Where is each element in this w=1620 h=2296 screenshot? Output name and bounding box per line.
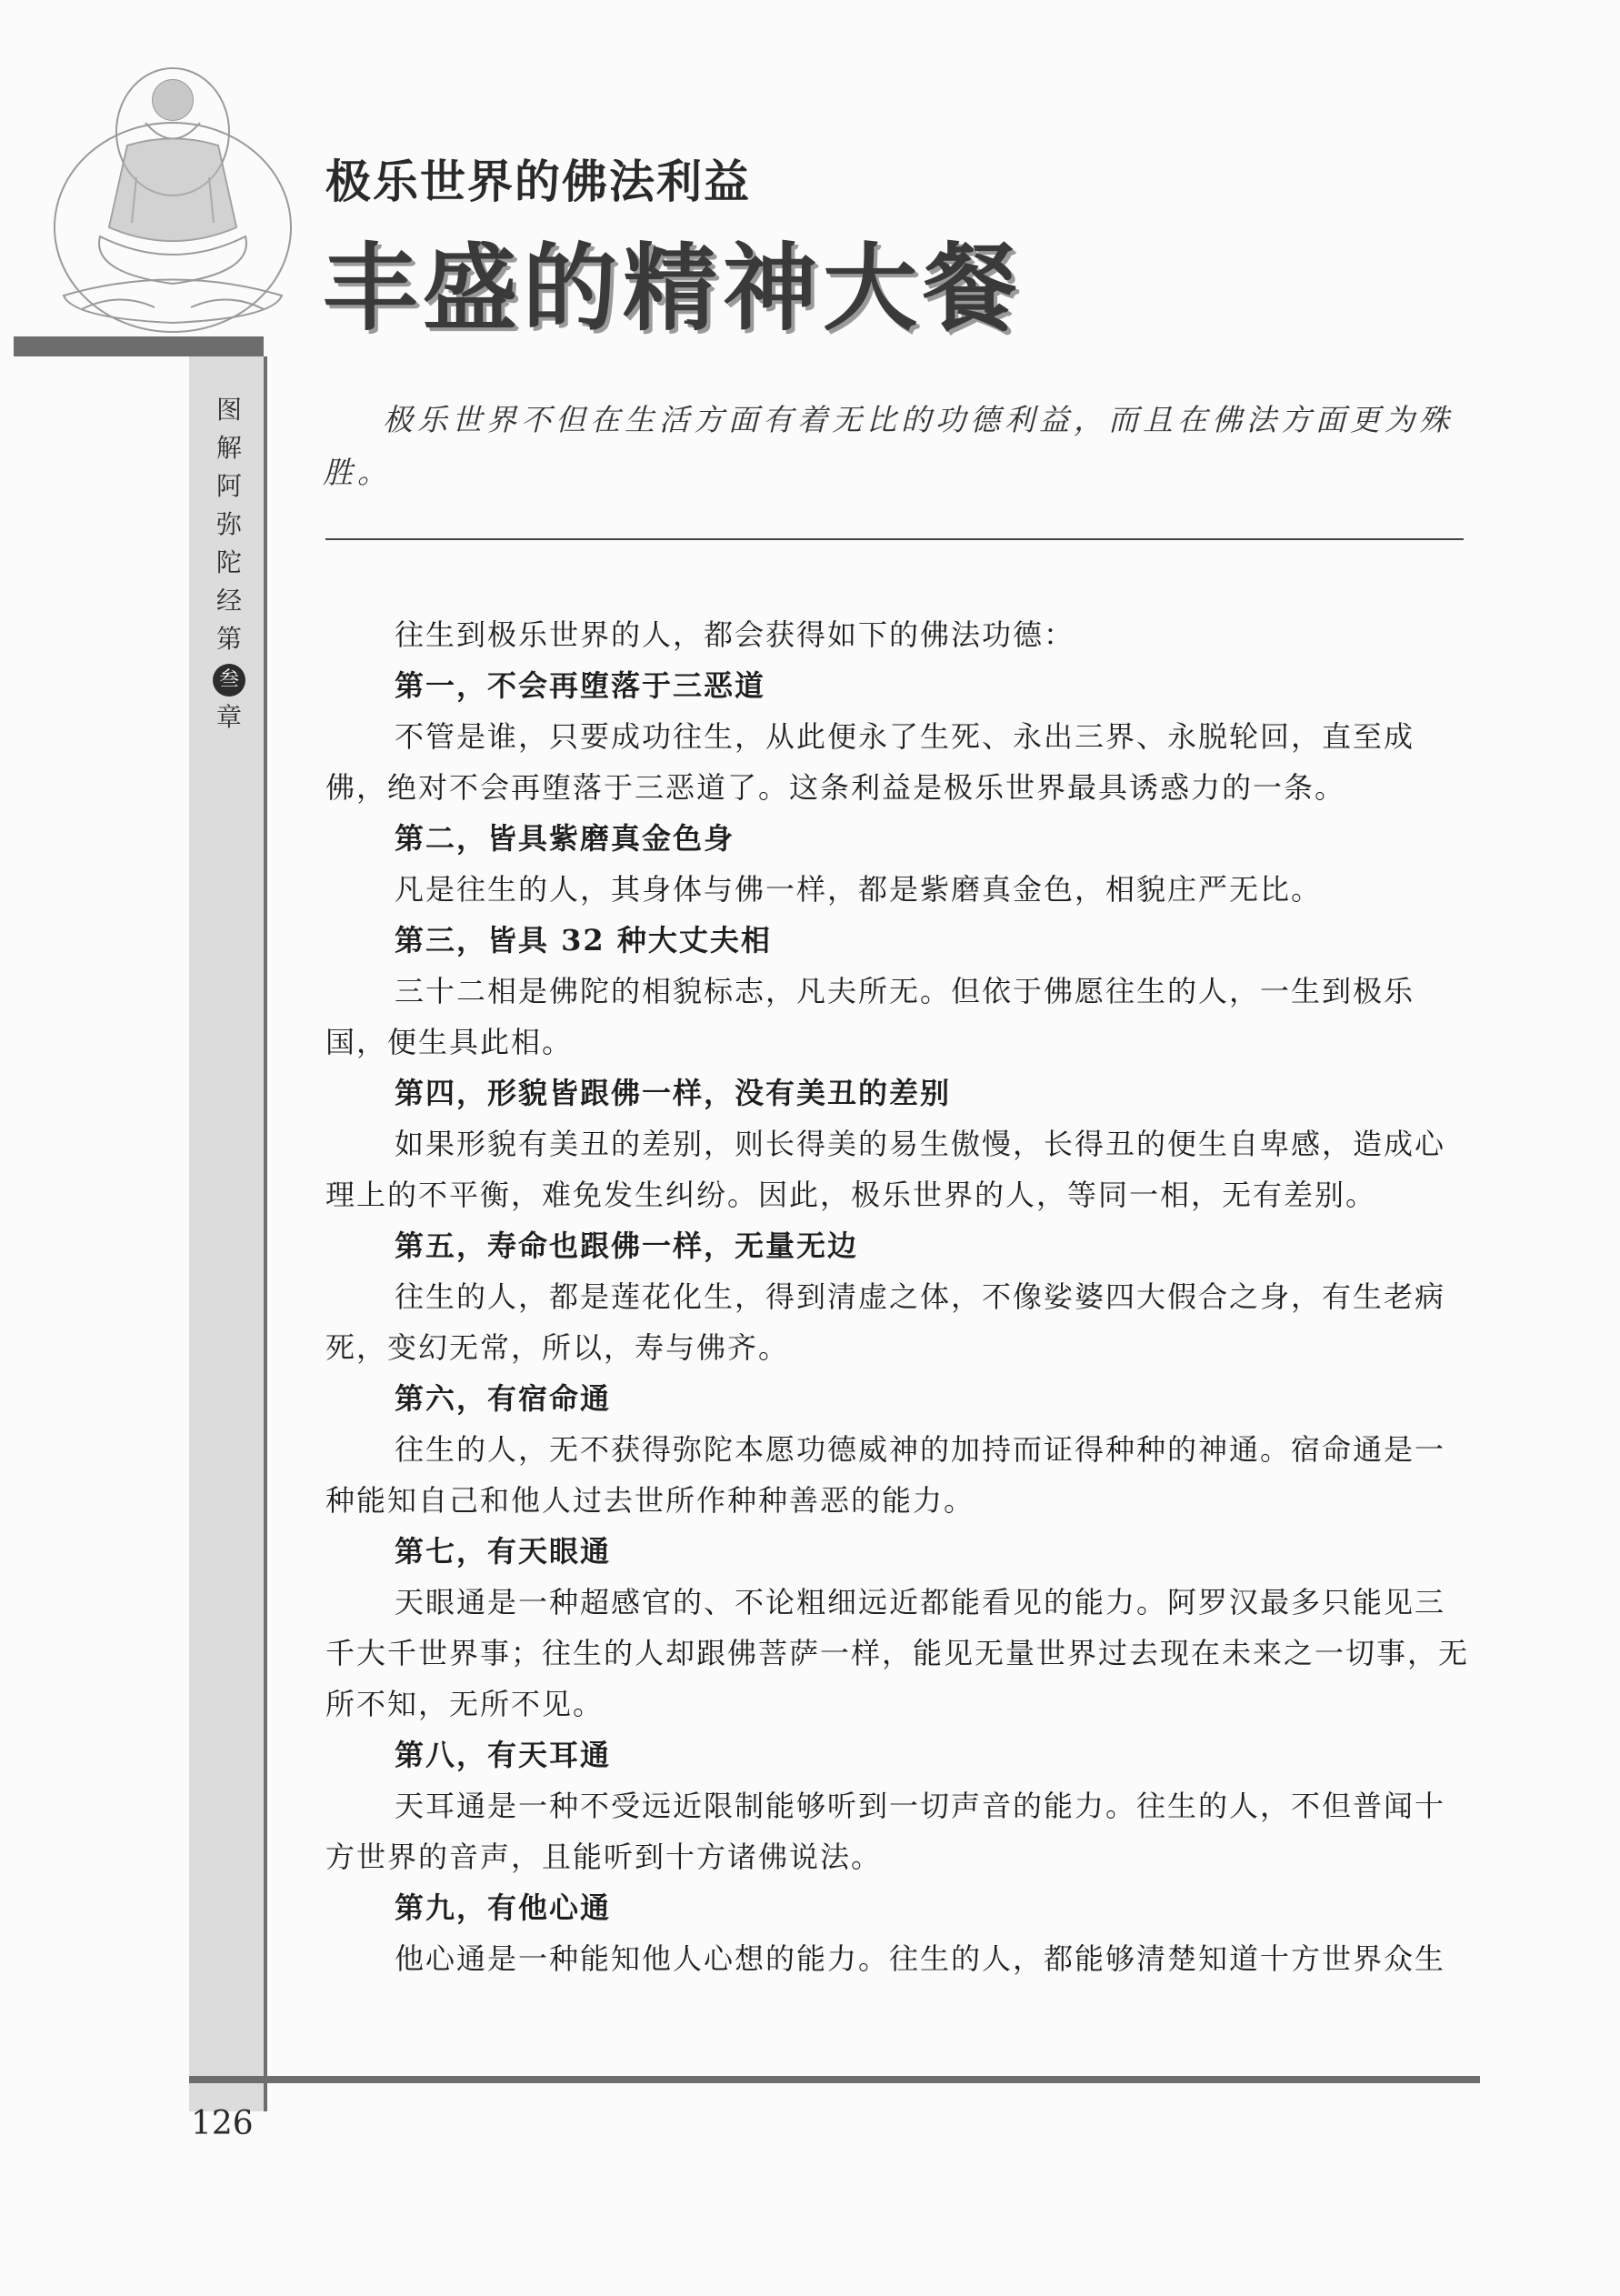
side-char: 章 xyxy=(215,702,242,732)
section-paragraph: 天眼通是一种超感官的、不论粗细远近都能看见的能力。阿罗汉最多只能见三千大千世界事；往生的人却跟佛菩萨一样，能见无量世界过去现在未来之一切事，无所不知，无所不见。 xyxy=(325,1585,1470,1721)
page-number: 126 xyxy=(191,2105,254,2142)
section-heading: 第八，有天耳通 xyxy=(395,1738,612,1772)
side-char: 弥 xyxy=(215,509,242,539)
section-heading: 第三，皆具 32 种大丈夫相 xyxy=(395,923,772,958)
section-paragraph: 不管是谁，只要成功往生，从此便永了生死、永出三界、永脱轮回，直至成佛，绝对不会再堕落于三恶道了。这条利益是极乐世界最具诱惑力的一条。 xyxy=(325,719,1415,805)
section-paragraph: 三十二相是佛陀的相貌标志，凡夫所无。但依于佛愿往生的人，一生到极乐国，便生具此相。 xyxy=(325,974,1415,1059)
intro-divider xyxy=(325,538,1464,540)
section-subtitle: 极乐世界的佛法利益 xyxy=(325,155,751,208)
side-char: 解 xyxy=(215,433,242,463)
section-heading: 第五，寿命也跟佛一样，无量无边 xyxy=(395,1228,859,1263)
section-paragraph: 凡是往生的人，其身体与佛一样，都是紫磨真金色，相貌庄严无比。 xyxy=(395,872,1323,907)
page-title: 丰盛的精神大餐 xyxy=(323,232,1024,344)
buddha-illustration xyxy=(45,45,300,346)
chapter-number-badge: 叁 xyxy=(213,664,245,697)
section-paragraph: 他心通是一种能知他人心想的能力。往生的人，都能够清楚知道十方世界众生 xyxy=(395,1941,1446,1976)
side-char: 第 xyxy=(215,624,242,654)
section-heading: 第七，有天眼通 xyxy=(395,1534,612,1569)
opening-paragraph: 往生到极乐世界的人，都会获得如下的佛法功德： xyxy=(395,617,1075,652)
section-heading: 第二，皆具紫磨真金色身 xyxy=(395,821,735,856)
section-paragraph: 往生的人，都是莲花化生，得到清虚之体，不像娑婆四大假合之身，有生老病死，变幻无常，所以，寿与佛齐。 xyxy=(325,1279,1446,1365)
chapter-side-label xyxy=(209,391,249,737)
intro-paragraph: 极乐世界不但在生活方面有着无比的功德利益，而且在佛法方面更为殊胜。 xyxy=(323,402,1454,490)
body-text xyxy=(325,609,1473,1984)
section-heading: 第一，不会再堕落于三恶道 xyxy=(395,668,766,703)
section-heading: 第四，形貌皆跟佛一样，没有美丑的差别 xyxy=(395,1076,952,1110)
section-heading: 第六，有宿命通 xyxy=(395,1381,612,1416)
side-char: 陀 xyxy=(215,547,242,577)
side-char: 图 xyxy=(215,395,242,425)
side-char: 经 xyxy=(215,586,242,616)
section-paragraph: 如果形貌有美丑的差别，则长得美的易生傲慢，长得丑的便生自卑感，造成心理上的不平衡，难免发生纠纷。因此，极乐世界的人，等同一相，无有差别。 xyxy=(325,1127,1446,1212)
section-paragraph: 天耳通是一种不受远近限制能够听到一切声音的能力。往生的人，不但普闻十方世界的音声，且能听到十方诸佛说法。 xyxy=(325,1789,1446,1874)
side-char: 阿 xyxy=(215,471,242,501)
section-heading: 第九，有他心通 xyxy=(395,1890,612,1925)
band-top-divider xyxy=(14,336,264,356)
section-paragraph: 往生的人，无不获得弥陀本愿功德威神的加持而证得种种的神通。宿命通是一种能知自己和他人过去世所作种种善恶的能力。 xyxy=(325,1432,1446,1518)
band-bottom-divider xyxy=(189,2076,1480,2083)
